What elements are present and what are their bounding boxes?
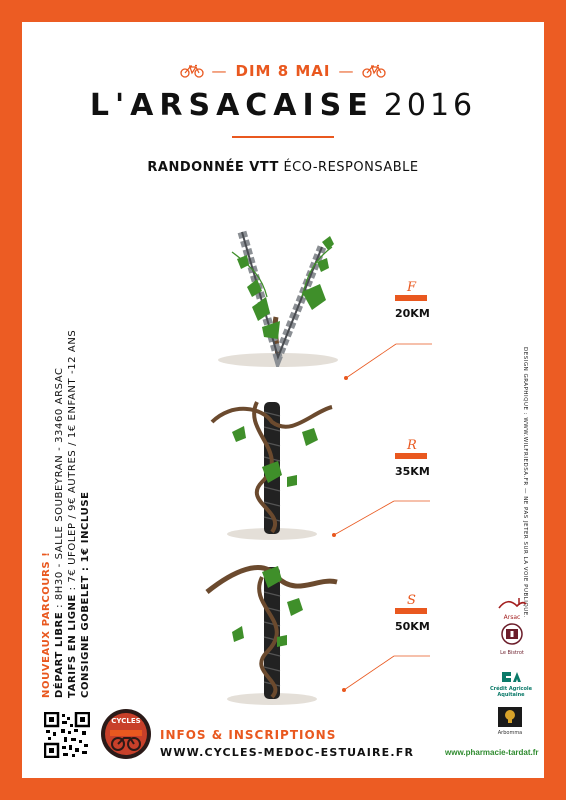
- title-main: L'ARSACAISE: [89, 88, 374, 123]
- course-letter: S: [407, 593, 416, 608]
- course-distance: 35KM: [395, 465, 430, 478]
- course-bar: [395, 295, 427, 301]
- design-credit: DESIGN GRAPHIQUE : WWW.WILFRIEDSA.FR — NE PAS JETER SUR LA VOIE PUBLIQUE.: [522, 347, 528, 619]
- course-distance: 50KM: [395, 620, 430, 633]
- sponsor-name: Arsac: [503, 614, 521, 621]
- qr-code-icon[interactable]: [44, 712, 90, 758]
- course-marker-s: [395, 593, 455, 633]
- course-letter: R: [407, 438, 417, 453]
- registration-link[interactable]: WWW.CYCLES-MEDOC-ESTUAIRE.FR: [160, 746, 415, 759]
- sponsor-name: Crédit Agricole Aquitaine: [489, 686, 533, 698]
- course-letter: F: [407, 280, 417, 295]
- sponsor-credit-agricole: [488, 670, 534, 698]
- departure-info: DÉPART LIBRE : 8H30 - SALLE SOUBEYRAN - 33460 ARSAC: [54, 367, 65, 698]
- event-title: [22, 88, 544, 123]
- course-bar: [395, 453, 427, 459]
- bicycle-icon: [180, 64, 204, 78]
- date-line: [22, 60, 544, 82]
- bicycle-icon: [362, 64, 386, 78]
- course-marker-f: [395, 280, 455, 320]
- course-leader-line: [342, 634, 432, 694]
- event-subtitle: [22, 160, 544, 175]
- credit-agricole-logo: [500, 670, 522, 684]
- sponsor-arsac: [492, 596, 532, 621]
- club-logo-text: CYCLES: [111, 717, 141, 725]
- sponsor-bistrot: [496, 622, 528, 656]
- course-leader-line: [344, 322, 434, 382]
- pharmacy-link[interactable]: www.pharmacie-tardat.fr: [445, 748, 539, 757]
- vine-tire-illustration: [202, 382, 342, 542]
- date-dash-left: —: [211, 62, 228, 80]
- course-bar: [395, 608, 427, 614]
- title-divider: [232, 136, 334, 138]
- wine-shop-logo: [500, 622, 524, 652]
- date-dash-right: —: [338, 62, 355, 80]
- title-year: 2016: [383, 88, 477, 123]
- sponsor-name: Le Bistrot: [500, 650, 524, 656]
- course-marker-r: [395, 438, 455, 478]
- pricing-info: TARIFS EN LIGNE : 7€ UFOLEP / 9€ AUTRES / 1€ ENFANT -12 ANS: [67, 329, 78, 698]
- new-routes-label: NOUVEAUX PARCOURS !: [41, 551, 52, 698]
- club-logo: [100, 708, 152, 760]
- subtitle-bold: RANDONNÉE VTT: [147, 160, 279, 175]
- event-date: DIM 8 MAI: [235, 62, 331, 80]
- info-title: INFOS & INSCRIPTIONS: [160, 728, 337, 742]
- subtitle-rest: ÉCO-RESPONSABLE: [283, 160, 419, 175]
- sponsor-name: Arbomma: [497, 730, 523, 736]
- arsac-logo: [497, 596, 527, 612]
- course-distance: 20KM: [395, 307, 430, 320]
- vine-tire-illustration: [202, 547, 342, 707]
- cup-deposit-info: CONSIGNE GOBELET : 1€ INCLUSE: [80, 491, 91, 698]
- arbomma-logo: [497, 706, 523, 728]
- sponsor-arbomma: [492, 706, 528, 736]
- poster: [22, 22, 544, 778]
- event-details: [40, 330, 92, 698]
- course-leader-line: [332, 477, 432, 537]
